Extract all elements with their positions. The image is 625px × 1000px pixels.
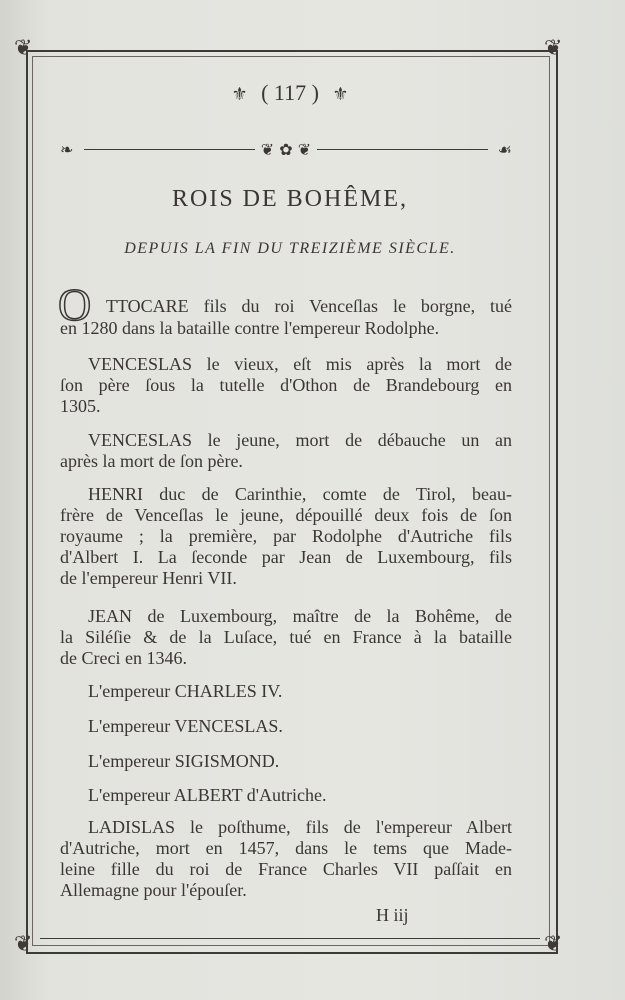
corner-ornament-icon: ❦	[14, 36, 33, 61]
chapter-subtitle: DEPUIS LA FIN DU TREIZIÈME SIÈCLE.	[124, 240, 456, 257]
paragraph-6-line: L'empereur CHARLES IV.	[88, 681, 283, 701]
center-ornament-icon: ❦ ✿ ❦	[255, 140, 317, 159]
paragraph-4-line: royaume ; la première, par Rodolphe d'Autriche fils	[60, 526, 512, 546]
paragraph-2-line: 1305.	[60, 396, 101, 416]
paragraph-4-line: HENRI duc de Carinthie, comte de Tirol, beau-	[88, 484, 512, 504]
scroll-ornament-icon: ☙	[497, 140, 512, 159]
signature-mark: H iij	[376, 905, 409, 925]
scroll-ornament-icon: ❧	[60, 140, 74, 159]
ornamental-rule	[60, 140, 512, 160]
paragraph-2-line: ſon père ſous la tutelle d'Othon de Brandebourg en	[60, 375, 512, 395]
paragraph-3-line: VENCESLAS le jeune, mort de débauche un an	[88, 430, 512, 450]
paragraph-4-line: de l'empereur Henri VII.	[60, 568, 237, 588]
corner-ornament-icon: ❦	[14, 932, 33, 957]
bottom-rule	[40, 938, 540, 939]
paragraph-4-line: frère de Venceſlas le jeune, dépouillé deux fois de ſon	[60, 505, 512, 525]
paragraph-5-line: JEAN de Luxembourg, maître de la Bohême, de	[88, 606, 512, 626]
paragraph-10-line: Allemagne pour l'épouſer.	[60, 880, 247, 900]
paragraph-9-line: L'empereur ALBERT d'Autriche.	[88, 785, 327, 805]
page-header	[0, 80, 580, 106]
paragraph-1-line: en 1280 dans la bataille contre l'empereur Rodolphe.	[60, 318, 440, 338]
paragraph-5-line: de Creci en 1346.	[60, 648, 187, 668]
paragraph-10-line: LADISLAS le poſthume, fils de l'empereur Albert	[88, 817, 512, 837]
paragraph-10-line: leine fille du roi de France Charles VII paſſait en	[60, 859, 512, 879]
drop-cap: O	[58, 279, 92, 330]
paragraph-10-line: d'Autriche, mort en 1457, dans le tems que Made-	[60, 838, 512, 858]
chapter-title: ROIS DE BOHÊME,	[171, 186, 408, 212]
paragraph-3-line: après la mort de ſon père.	[60, 451, 243, 471]
corner-ornament-icon: ❦	[544, 932, 563, 957]
page-number: ( 117 )	[261, 80, 319, 105]
fleuron-icon: ⚜	[332, 84, 349, 104]
corner-ornament-icon: ❦	[544, 36, 563, 61]
paragraph-2-line: VENCESLAS le vieux, eſt mis après la mort de	[88, 354, 512, 374]
paragraph-5-line: la Siléſie & de la Luſace, tué en France à la bataille	[60, 627, 512, 647]
paragraph-4-line: d'Albert I. La ſeconde par Jean de Luxembourg, fils	[60, 547, 512, 567]
paragraph-7-line: L'empereur VENCESLAS.	[88, 716, 283, 736]
paragraph-1-line: TTOCARE fils du roi Venceſlas le borgne, tué	[106, 296, 512, 316]
paragraph-8-line: L'empereur SIGISMOND.	[88, 751, 280, 771]
fleuron-icon: ⚜	[231, 84, 248, 104]
